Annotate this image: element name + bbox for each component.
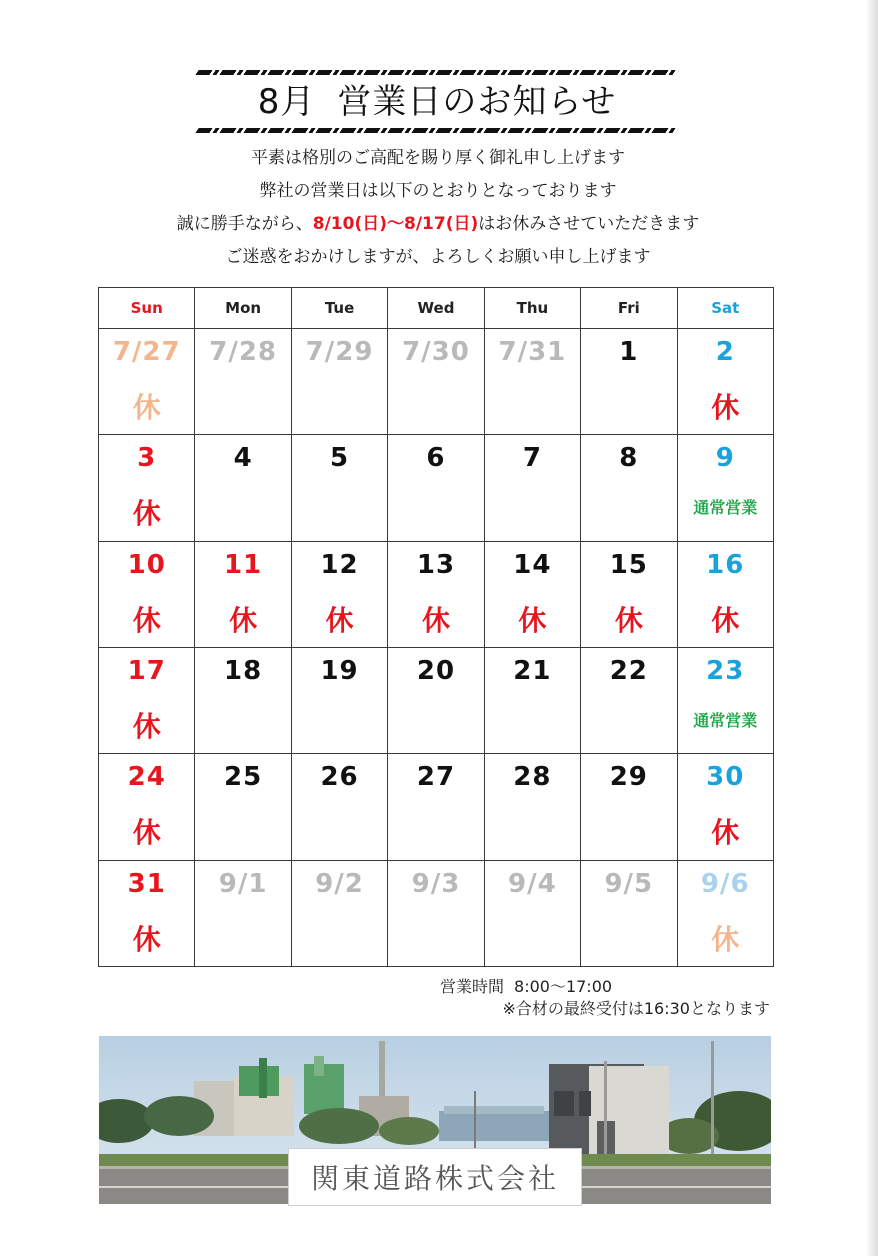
day-number: 7/28 xyxy=(209,337,278,367)
calendar-day-cell xyxy=(388,329,484,435)
open-label: 通常営業 xyxy=(693,498,758,518)
closed-label: 休 xyxy=(711,816,740,850)
weekday-header-mon: Mon xyxy=(195,288,291,329)
business-hours-value: 8:00～17:00 xyxy=(514,977,613,996)
intro-line-3-post: はお休みさせていただきます xyxy=(478,214,700,234)
business-hours xyxy=(440,975,612,999)
day-number: 9/4 xyxy=(508,868,557,899)
intro-line-4: ご迷惑をおかけしますが、よろしくお願い申し上げます xyxy=(225,247,651,267)
calendar-day-cell xyxy=(388,754,484,860)
closed-label: 休 xyxy=(325,603,354,637)
intro-line-3-pre: 誠に勝手ながら、 xyxy=(176,214,313,234)
calendar-day-cell xyxy=(195,435,291,541)
holiday-period: 8/10(日)～8/17(日) xyxy=(312,214,479,234)
closed-label: 休 xyxy=(132,922,161,956)
day-number: 26 xyxy=(320,762,359,793)
day-number: 7/29 xyxy=(305,337,374,367)
day-number: 30 xyxy=(706,762,745,793)
calendar-day-cell xyxy=(677,435,773,541)
day-number: 18 xyxy=(224,655,263,686)
calendar-day-cell xyxy=(677,541,773,647)
calendar-day-cell xyxy=(195,647,291,753)
day-number: 15 xyxy=(609,549,648,580)
intro-line-1: 平素は格別のご高配を賜り厚く御礼申し上げます xyxy=(251,148,625,168)
day-number: 3 xyxy=(137,443,157,474)
day-number: 27 xyxy=(416,762,456,793)
weekday-header-fri: Fri xyxy=(581,288,677,329)
intro-message xyxy=(60,142,816,274)
closed-label: 休 xyxy=(132,603,161,637)
calendar-day-cell xyxy=(195,329,291,435)
calendar-day-cell xyxy=(677,329,773,435)
calendar-day-cell xyxy=(677,754,773,860)
day-number: 7 xyxy=(522,443,542,474)
weekday-header-thu: Thu xyxy=(484,288,580,329)
calendar-week xyxy=(99,435,774,541)
day-number: 17 xyxy=(127,655,166,686)
day-number: 9/3 xyxy=(411,868,461,899)
calendar-day-cell xyxy=(291,329,387,435)
title-text: 営業日のお知らせ xyxy=(337,82,617,122)
business-hours-label: 営業時間 xyxy=(440,977,505,996)
calendar-week xyxy=(99,329,774,435)
day-number: 29 xyxy=(609,762,648,793)
calendar-day-cell xyxy=(484,329,580,435)
day-number: 7/27 xyxy=(112,337,181,367)
day-number: 10 xyxy=(127,549,166,580)
company-name-plate xyxy=(288,1148,582,1206)
title-month: 8月 xyxy=(257,82,316,122)
intro-line-3 xyxy=(60,208,816,241)
intro-line-2: 弊社の営業日は以下のとおりとなっております xyxy=(259,181,617,201)
page-title xyxy=(197,78,677,126)
closed-label: 休 xyxy=(132,709,161,743)
calendar-day-cell xyxy=(99,541,195,647)
calendar-day-cell xyxy=(677,860,773,966)
day-number: 8 xyxy=(619,443,639,474)
calendar-day-cell xyxy=(291,435,387,541)
calendar-day-cell xyxy=(388,647,484,753)
weekday-header-sun: Sun xyxy=(99,288,195,329)
day-number: 5 xyxy=(330,443,350,474)
calendar-day-cell xyxy=(291,754,387,860)
calendar-day-cell xyxy=(291,647,387,753)
calendar-day-cell xyxy=(677,647,773,753)
calendar-day-cell xyxy=(388,541,484,647)
calendar-day-cell xyxy=(581,541,677,647)
day-number: 7/30 xyxy=(402,337,470,367)
day-number: 21 xyxy=(513,655,552,686)
day-number: 11 xyxy=(224,549,263,580)
day-number: 9/2 xyxy=(315,868,364,899)
title-decoration-top xyxy=(195,70,679,75)
day-number: 9 xyxy=(715,443,735,474)
calendar-day-cell xyxy=(581,647,677,753)
company-name: 関東道路株式会社 xyxy=(310,1162,559,1195)
calendar-day-cell xyxy=(99,860,195,966)
weekday-header-row xyxy=(99,288,774,329)
open-label: 通常営業 xyxy=(693,710,758,730)
day-number: 22 xyxy=(609,655,648,686)
final-acceptance-notice: ※合材の最終受付は16:30となります xyxy=(502,999,770,1018)
calendar-day-cell xyxy=(99,647,195,753)
calendar-day-cell xyxy=(99,329,195,435)
day-number: 9/1 xyxy=(218,868,268,899)
calendar-day-cell xyxy=(484,435,580,541)
day-number: 23 xyxy=(706,655,745,686)
calendar-day-cell xyxy=(388,860,484,966)
day-number: 2 xyxy=(715,337,735,367)
weekday-header-tue: Tue xyxy=(291,288,387,329)
closed-label: 休 xyxy=(132,497,161,531)
day-number: 25 xyxy=(224,762,263,793)
calendar-day-cell xyxy=(484,860,580,966)
calendar-week xyxy=(99,541,774,647)
closed-label: 休 xyxy=(132,391,161,424)
weekday-header-sat: Sat xyxy=(677,288,773,329)
closed-label: 休 xyxy=(229,603,258,637)
calendar-day-cell xyxy=(484,647,580,753)
calendar-day-cell xyxy=(195,754,291,860)
day-number: 24 xyxy=(127,762,166,793)
closed-label: 休 xyxy=(421,603,450,637)
calendar-day-cell xyxy=(195,541,291,647)
day-number: 1 xyxy=(619,337,639,367)
calendar-day-cell xyxy=(581,860,677,966)
day-number: 7/31 xyxy=(498,337,567,367)
closed-label: 休 xyxy=(132,816,161,850)
business-calendar xyxy=(98,287,774,967)
calendar-day-cell xyxy=(291,860,387,966)
calendar-day-cell xyxy=(99,754,195,860)
day-number: 13 xyxy=(416,549,456,580)
calendar-day-cell xyxy=(484,754,580,860)
calendar-week xyxy=(99,647,774,753)
closed-label: 休 xyxy=(711,603,740,637)
day-number: 20 xyxy=(416,655,456,686)
calendar-day-cell xyxy=(195,860,291,966)
calendar-day-cell xyxy=(388,435,484,541)
calendar-day-cell xyxy=(581,329,677,435)
day-number: 9/5 xyxy=(604,868,654,899)
day-number: 28 xyxy=(513,762,552,793)
day-number: 12 xyxy=(320,549,359,580)
closed-label: 休 xyxy=(518,603,547,637)
closed-label: 休 xyxy=(711,391,740,424)
calendar-day-cell xyxy=(291,541,387,647)
day-number: 9/6 xyxy=(700,868,750,899)
closed-label: 休 xyxy=(614,603,643,637)
closed-label: 休 xyxy=(711,922,740,956)
day-number: 31 xyxy=(127,868,166,899)
page-edge-shadow xyxy=(866,0,878,1256)
title-decoration-bottom xyxy=(195,128,679,133)
calendar-day-cell xyxy=(581,754,677,860)
day-number: 16 xyxy=(706,549,745,580)
calendar-day-cell xyxy=(99,435,195,541)
calendar-day-cell xyxy=(484,541,580,647)
calendar-week xyxy=(99,860,774,966)
day-number: 4 xyxy=(233,443,253,474)
day-number: 19 xyxy=(320,655,359,686)
calendar-day-cell xyxy=(581,435,677,541)
day-number: 6 xyxy=(426,443,446,474)
day-number: 14 xyxy=(513,549,552,580)
calendar-week xyxy=(99,754,774,860)
weekday-header-wed: Wed xyxy=(388,288,484,329)
